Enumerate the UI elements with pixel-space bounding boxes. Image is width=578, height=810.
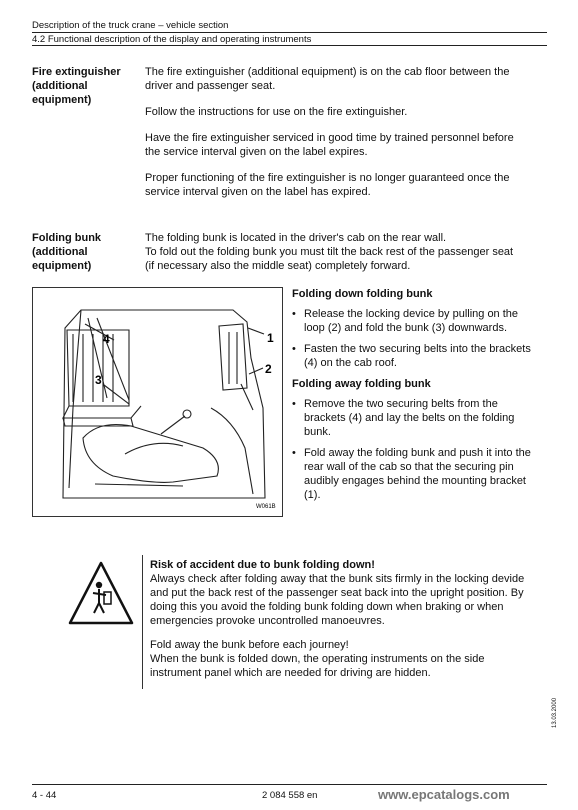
folding-bunk-text: [145, 231, 525, 273]
fire-paragraph-2: Follow the instructions for use on the fire extinguisher.: [145, 106, 408, 118]
header-line-2: 4.2 Functional description of the display and operating instruments: [32, 34, 312, 45]
fold-away-list: [292, 397, 532, 502]
header-divider: [32, 32, 547, 33]
fold-down-step-2: • Fasten the two securing belts into the brackets (4) on the cab roof.: [292, 342, 532, 370]
warning-text: [150, 558, 530, 680]
fold-away-step-2: • Fold away the folding bunk and push it into the rear wall of the cab so that the securing pin audibly engages behind the mounting bracket (1).: [292, 446, 532, 502]
document-number: 2 084 558 en: [262, 790, 318, 801]
folding-bunk-label: Folding bunk (additional equipment): [32, 232, 102, 272]
cab-drawing: [33, 288, 282, 516]
fold-down-list: [292, 307, 532, 370]
cab-bunk-illustration: [32, 287, 283, 517]
fold-away-step-1: • Remove the two securing belts from the brackets (4) and lay the belts on the folding bunk.: [292, 397, 532, 439]
footer-rule: [32, 784, 547, 785]
fire-paragraph-3: Have the fire extinguisher serviced in good time by trained personnel before the service interval given on the label expires.: [145, 132, 514, 158]
callout-3: 3: [95, 373, 102, 387]
bunk-paragraph-1: The folding bunk is located in the driver's cab on the rear wall.: [145, 232, 447, 244]
side-date: 13.03.2000: [552, 697, 558, 728]
callout-1: 1: [267, 331, 274, 345]
warning-title: Risk of accident due to bunk folding down!: [150, 559, 375, 571]
warning-paragraph-1: Always check after folding away that the bunk sits firmly in the locking devide and put the back rest of the passenger seat back into the upright position. By doing this you avoid the folding bunk folding down when braking or when emergencies provoke uncontrolled manoeuvres.: [150, 573, 525, 627]
warning-paragraph-2: Fold away the bunk before each journey!: [150, 639, 349, 651]
page-number: 4 - 44: [32, 790, 57, 801]
fold-down-title: Folding down folding bunk: [292, 288, 433, 300]
warning-paragraph-3: When the bunk is folded down, the operating instruments on the side instrument panel which are needed for driving are hidden.: [150, 653, 485, 679]
fire-paragraph-4: Proper functioning of the fire extinguisher is no longer guaranteed once the service interval given on the label has expired.: [145, 172, 510, 198]
fold-away-title: Folding away folding bunk: [292, 378, 431, 390]
header-bottom-rule: [32, 45, 547, 46]
fire-extinguisher-text: [145, 65, 525, 211]
callout-2: 2: [265, 362, 272, 376]
header-line-1: Description of the truck crane – vehicle section: [32, 20, 229, 31]
bunk-paragraph-2: To fold out the folding bunk you must tilt the back rest of the passenger seat (if necessary also the middle seat) completely forward.: [145, 246, 514, 272]
callout-4: 4: [103, 332, 110, 346]
bunk-instructions: [292, 287, 532, 509]
watermark: www.epcatalogs.com: [378, 787, 510, 802]
warning-symbol-box: [62, 555, 143, 689]
warning-triangle-icon: [66, 559, 136, 639]
fire-paragraph-1: The fire extinguisher (additional equipment) is on the cab floor between the driver and passenger seat.: [145, 66, 510, 92]
figure-code: W061B: [256, 504, 276, 510]
fold-down-step-1: • Release the locking device by pulling on the loop (2) and fold the bunk (3) downwards.: [292, 307, 532, 335]
fire-extinguisher-label: Fire extinguisher (additional equipment): [32, 66, 121, 106]
